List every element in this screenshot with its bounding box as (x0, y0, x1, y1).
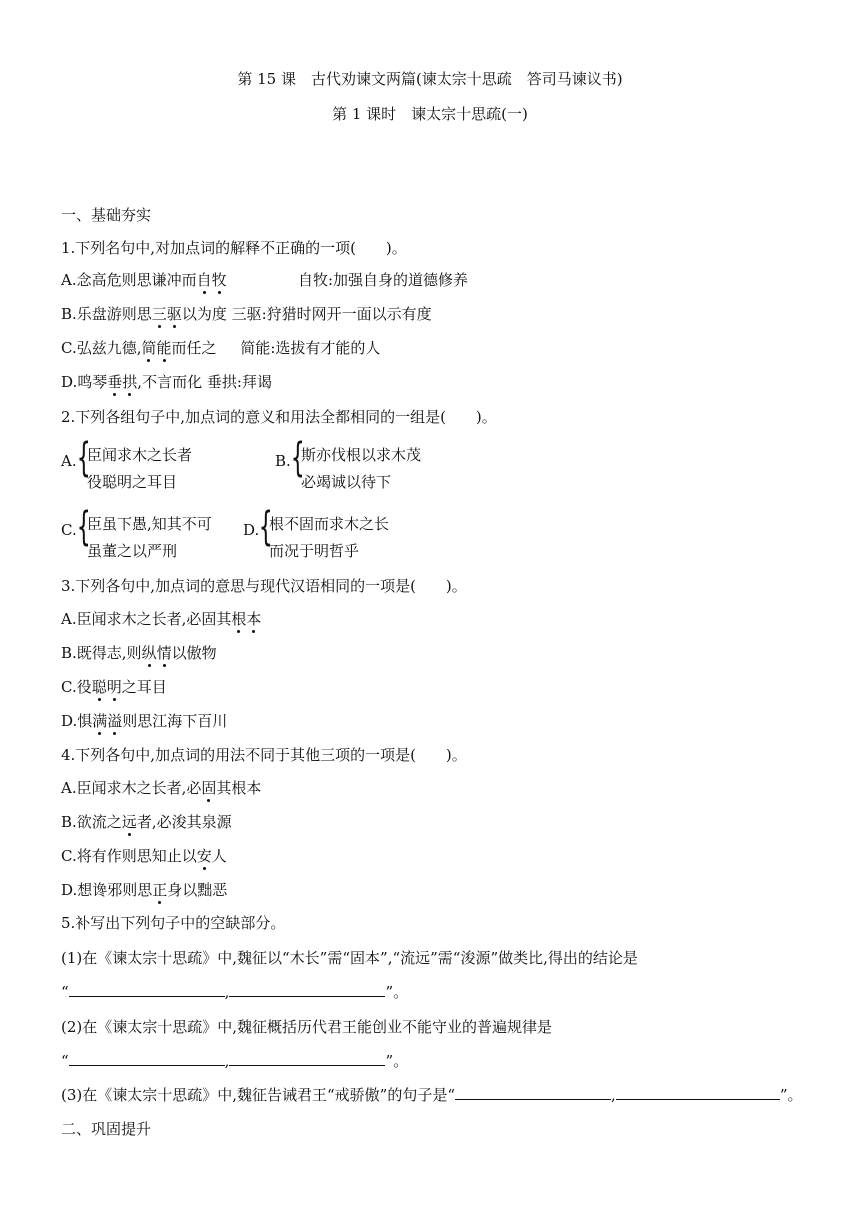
question-1-option-a-gloss: 自牧:加强自身的道德修养 (298, 271, 469, 289)
dotted-word (197, 847, 212, 865)
brace-icon: { (258, 504, 273, 550)
question-4-option-c (61, 846, 227, 866)
dotted-char: 本 (246, 610, 262, 628)
option-letter: B. (275, 452, 291, 470)
option-text: B.乐盘游则思 (61, 305, 152, 323)
question-5-blank-line-1 (61, 982, 408, 1002)
option-letter: A. (61, 452, 77, 470)
option-text: 以傲物 (171, 644, 217, 662)
dotted-word (152, 305, 182, 323)
dotted-char: 远 (121, 813, 137, 831)
option-gloss: 三驱:狩猎时网开一面以示有度 (231, 305, 432, 323)
answer-blank[interactable] (69, 982, 225, 997)
option-text: 以为度 (181, 305, 227, 323)
answer-blank[interactable] (229, 982, 385, 997)
question-1-option-d (61, 372, 272, 392)
option-line-1: 臣闻求木之长者 (87, 446, 193, 464)
option-text: D.鸣琴 (61, 373, 108, 391)
close-quote: ”。 (779, 1086, 803, 1104)
option-text: 人 (211, 847, 227, 865)
option-text: 之耳目 (121, 678, 167, 696)
dotted-char: 情 (156, 644, 172, 662)
question-5-stem: 5.补写出下列句子中的空缺部分。 (61, 914, 286, 932)
dotted-word (92, 712, 122, 730)
option-line-2: 必竭诚以待下 (301, 473, 392, 491)
dotted-char: 能 (156, 339, 172, 357)
option-text: C.将有作则思知止以 (61, 847, 197, 865)
lesson-subtitle: 第 1 课时 谏太宗十思疏(一) (332, 105, 528, 123)
option-text: D.想谗邪则思 (61, 881, 153, 899)
question-1-option-b (61, 304, 432, 324)
dotted-char: 简 (141, 339, 157, 357)
answer-blank[interactable] (616, 1085, 780, 1100)
dotted-char: 固 (201, 779, 217, 797)
dotted-word (231, 610, 261, 628)
dotted-char: 拱 (122, 373, 138, 391)
dotted-word (141, 339, 171, 357)
option-text: C.役 (61, 678, 92, 696)
dotted-char: 根 (231, 610, 247, 628)
question-3-stem: 3.下列各句中,加点词的意思与现代汉语相同的一项是( )。 (61, 577, 467, 595)
brace-icon: { (76, 435, 91, 481)
comma: , (224, 1052, 230, 1070)
dotted-char: 满 (92, 712, 108, 730)
option-text: D.惧 (61, 712, 93, 730)
close-quote: ”。 (385, 983, 409, 1001)
dotted-char: 牧 (211, 271, 227, 289)
question-4-option-d (61, 880, 227, 900)
spacer (217, 339, 241, 357)
brace-icon: { (76, 504, 91, 550)
quote-mark: “ (61, 983, 69, 1001)
answer-blank[interactable] (229, 1051, 385, 1066)
question-3-option-d (61, 711, 227, 731)
question-5-blank-line-2 (61, 1051, 408, 1071)
option-line-2: 而况于明哲乎 (269, 542, 360, 560)
option-text: 其根本 (216, 779, 262, 797)
dotted-char: 垂 (107, 373, 123, 391)
option-text: 则思江海下百川 (122, 712, 228, 730)
comma: , (224, 983, 230, 1001)
dotted-char: 聪 (91, 678, 107, 696)
question-3-option-c (61, 677, 167, 697)
option-line-1: 臣虽下愚,知其不可 (87, 515, 212, 533)
dotted-char: 三 (151, 305, 167, 323)
question-1-option-c (61, 338, 380, 358)
question-5-sentence-3 (61, 1085, 802, 1105)
option-letter: D. (243, 521, 260, 539)
question-5-sentence-2: (2)在《谏太宗十思疏》中,魏征概括历代君王能创业不能守业的普遍规律是 (61, 1018, 553, 1036)
answer-blank[interactable] (455, 1085, 611, 1100)
dotted-char: 纵 (141, 644, 157, 662)
answer-blank[interactable] (69, 1051, 225, 1066)
option-line-1: 斯亦伐根以求木茂 (301, 446, 422, 464)
comma: , (611, 1086, 616, 1104)
option-text: 而任之 (171, 339, 217, 357)
option-text: A.臣闻求木之长者,必 (61, 779, 202, 797)
option-line-1: 根不固而求木之长 (269, 515, 390, 533)
dotted-word (142, 644, 172, 662)
option-text: B.既得志,则 (61, 644, 142, 662)
option-text: ,不言而化 (137, 373, 203, 391)
dotted-word (122, 813, 137, 831)
option-gloss: 垂拱:拜谒 (206, 373, 272, 391)
dotted-word (201, 779, 216, 797)
dotted-char: 驱 (166, 305, 182, 323)
dotted-word (197, 271, 227, 289)
question-4-option-a (61, 778, 261, 798)
quote-mark: “ (61, 1052, 69, 1070)
option-text: 者,必浚其泉源 (136, 813, 232, 831)
question-4-option-b (61, 812, 232, 832)
dotted-word (92, 678, 122, 696)
question-3-option-b (61, 643, 217, 663)
option-line-2: 虽董之以严刑 (87, 542, 178, 560)
question-2-stem: 2.下列各组句子中,加点词的意义和用法全都相同的一组是( )。 (61, 408, 497, 426)
option-text: C.弘兹九德, (61, 339, 142, 357)
brace-icon: { (290, 435, 305, 481)
dotted-word (152, 881, 167, 899)
lesson-title: 第 15 课 古代劝谏文两篇(谏太宗十思疏 答司马谏议书) (237, 70, 623, 88)
option-letter: C. (61, 521, 77, 539)
option-gloss: 简能:选拔有才能的人 (240, 339, 381, 357)
dotted-char: 自 (196, 271, 212, 289)
dotted-char: 明 (106, 678, 122, 696)
question-1-stem: 1.下列名句中,对加点词的解释不正确的一项( )。 (61, 239, 407, 257)
dotted-word (107, 373, 137, 391)
question-4-stem: 4.下列各句中,加点词的用法不同于其他三项的一项是( )。 (61, 746, 467, 764)
option-line-2: 役聪明之耳目 (87, 473, 178, 491)
question-3-option-a (61, 609, 261, 629)
section-heading-basics: 一、基础夯实 (61, 206, 152, 224)
section-heading-consolidation: 二、巩固提升 (61, 1120, 152, 1138)
question-5-sentence-1: (1)在《谏太宗十思疏》中,魏征以“木长”需“固本”,“流远”需“浚源”做类比,得出的结论是 (61, 949, 638, 967)
close-quote: ”。 (385, 1052, 409, 1070)
option-text: B.欲流之 (61, 813, 122, 831)
sentence-text: (3)在《谏太宗十思疏》中,魏征告诫君王“戒骄傲”的句子是“ (61, 1086, 456, 1104)
question-1-option-a (61, 270, 227, 290)
dotted-char: 正 (152, 881, 168, 899)
option-text: 身以黜恶 (167, 881, 228, 899)
option-text: A.念高危则思谦冲而 (61, 271, 197, 289)
option-text: A.臣闻求木之长者,必固其 (61, 610, 232, 628)
dotted-char: 安 (196, 847, 212, 865)
dotted-char: 溢 (107, 712, 123, 730)
